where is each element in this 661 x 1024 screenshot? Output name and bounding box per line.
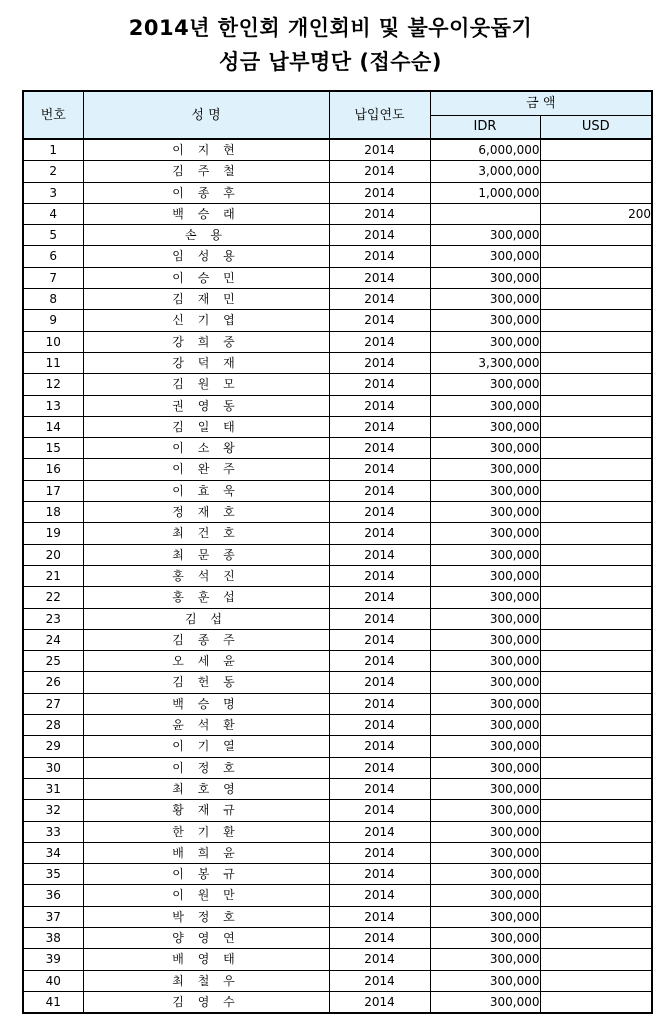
payment-year: 2014 bbox=[329, 608, 430, 629]
amount-idr bbox=[430, 203, 540, 224]
amount-idr: 300,000 bbox=[430, 310, 540, 331]
table-body bbox=[23, 139, 652, 1013]
row-number: 13 bbox=[23, 395, 83, 416]
payment-year: 2014 bbox=[329, 395, 430, 416]
payment-year: 2014 bbox=[329, 139, 430, 161]
row-number: 41 bbox=[23, 991, 83, 1013]
header-usd: USD bbox=[540, 116, 652, 140]
payment-year: 2014 bbox=[329, 800, 430, 821]
row-number: 26 bbox=[23, 672, 83, 693]
donor-name: 홍 훈 섭 bbox=[83, 587, 329, 608]
donor-name: 김 재 민 bbox=[83, 289, 329, 310]
payment-year: 2014 bbox=[329, 991, 430, 1013]
table-row bbox=[23, 885, 652, 906]
amount-usd bbox=[540, 246, 652, 267]
amount-idr: 300,000 bbox=[430, 672, 540, 693]
table-row bbox=[23, 246, 652, 267]
amount-idr: 300,000 bbox=[430, 416, 540, 437]
row-number: 17 bbox=[23, 480, 83, 501]
amount-usd bbox=[540, 736, 652, 757]
donor-name: 정 재 호 bbox=[83, 502, 329, 523]
amount-idr: 300,000 bbox=[430, 800, 540, 821]
table-row bbox=[23, 906, 652, 927]
header-idr: IDR bbox=[430, 116, 540, 140]
table-row bbox=[23, 715, 652, 736]
amount-idr: 3,300,000 bbox=[430, 352, 540, 373]
row-number: 27 bbox=[23, 693, 83, 714]
payment-year: 2014 bbox=[329, 523, 430, 544]
amount-idr: 300,000 bbox=[430, 693, 540, 714]
amount-usd bbox=[540, 800, 652, 821]
row-number: 21 bbox=[23, 565, 83, 586]
donor-name: 이 봉 규 bbox=[83, 864, 329, 885]
donor-name: 윤 석 환 bbox=[83, 715, 329, 736]
payment-year: 2014 bbox=[329, 374, 430, 395]
amount-idr: 6,000,000 bbox=[430, 139, 540, 161]
table-row bbox=[23, 374, 652, 395]
row-number: 4 bbox=[23, 203, 83, 224]
payment-year: 2014 bbox=[329, 459, 430, 480]
table-row bbox=[23, 182, 652, 203]
amount-usd bbox=[540, 672, 652, 693]
amount-idr: 300,000 bbox=[430, 757, 540, 778]
table-row bbox=[23, 523, 652, 544]
table-row bbox=[23, 161, 652, 182]
row-number: 29 bbox=[23, 736, 83, 757]
table-row bbox=[23, 310, 652, 331]
donor-name: 박 정 호 bbox=[83, 906, 329, 927]
amount-idr: 300,000 bbox=[430, 395, 540, 416]
donor-name: 이 정 호 bbox=[83, 757, 329, 778]
amount-usd bbox=[540, 651, 652, 672]
table-row bbox=[23, 736, 652, 757]
amount-usd bbox=[540, 757, 652, 778]
amount-usd bbox=[540, 459, 652, 480]
payment-year: 2014 bbox=[329, 970, 430, 991]
payment-year: 2014 bbox=[329, 225, 430, 246]
table-row bbox=[23, 267, 652, 288]
payment-year: 2014 bbox=[329, 161, 430, 182]
table-row bbox=[23, 821, 652, 842]
row-number: 2 bbox=[23, 161, 83, 182]
payment-year: 2014 bbox=[329, 438, 430, 459]
row-number: 22 bbox=[23, 587, 83, 608]
donor-name: 이 완 주 bbox=[83, 459, 329, 480]
donor-name: 이 소 왕 bbox=[83, 438, 329, 459]
amount-usd bbox=[540, 608, 652, 629]
row-number: 20 bbox=[23, 544, 83, 565]
amount-usd bbox=[540, 885, 652, 906]
row-number: 38 bbox=[23, 927, 83, 948]
table-row bbox=[23, 395, 652, 416]
payment-year: 2014 bbox=[329, 182, 430, 203]
donor-name: 김 종 주 bbox=[83, 629, 329, 650]
amount-idr: 300,000 bbox=[430, 715, 540, 736]
donor-name: 양 영 연 bbox=[83, 927, 329, 948]
table-row bbox=[23, 672, 652, 693]
payment-year: 2014 bbox=[329, 821, 430, 842]
amount-idr: 300,000 bbox=[430, 480, 540, 501]
payment-year: 2014 bbox=[329, 693, 430, 714]
row-number: 32 bbox=[23, 800, 83, 821]
donor-name: 손 용 bbox=[83, 225, 329, 246]
amount-usd bbox=[540, 587, 652, 608]
amount-usd bbox=[540, 374, 652, 395]
amount-usd bbox=[540, 970, 652, 991]
donor-name: 이 지 현 bbox=[83, 139, 329, 161]
amount-usd bbox=[540, 182, 652, 203]
table-row bbox=[23, 927, 652, 948]
payment-year: 2014 bbox=[329, 565, 430, 586]
amount-usd bbox=[540, 416, 652, 437]
header-no: 번호 bbox=[23, 91, 83, 139]
table-row bbox=[23, 800, 652, 821]
donor-name: 이 효 욱 bbox=[83, 480, 329, 501]
table-row bbox=[23, 203, 652, 224]
row-number: 33 bbox=[23, 821, 83, 842]
amount-idr: 3,000,000 bbox=[430, 161, 540, 182]
row-number: 7 bbox=[23, 267, 83, 288]
donor-name: 김 헌 동 bbox=[83, 672, 329, 693]
payment-year: 2014 bbox=[329, 587, 430, 608]
amount-idr: 300,000 bbox=[430, 778, 540, 799]
donor-name: 권 영 동 bbox=[83, 395, 329, 416]
table-row bbox=[23, 842, 652, 863]
donor-name: 이 종 후 bbox=[83, 182, 329, 203]
donor-name: 최 철 우 bbox=[83, 970, 329, 991]
table-row bbox=[23, 970, 652, 991]
row-number: 15 bbox=[23, 438, 83, 459]
amount-idr: 300,000 bbox=[430, 289, 540, 310]
amount-idr: 300,000 bbox=[430, 949, 540, 970]
row-number: 23 bbox=[23, 608, 83, 629]
donor-name: 황 재 규 bbox=[83, 800, 329, 821]
table-row bbox=[23, 608, 652, 629]
donor-name: 김 섭 bbox=[83, 608, 329, 629]
amount-idr: 300,000 bbox=[430, 651, 540, 672]
amount-usd bbox=[540, 161, 652, 182]
payment-year: 2014 bbox=[329, 736, 430, 757]
table-row bbox=[23, 225, 652, 246]
amount-idr: 300,000 bbox=[430, 331, 540, 352]
payment-year: 2014 bbox=[329, 885, 430, 906]
amount-idr: 300,000 bbox=[430, 736, 540, 757]
table-row bbox=[23, 587, 652, 608]
donor-name: 이 기 열 bbox=[83, 736, 329, 757]
row-number: 14 bbox=[23, 416, 83, 437]
row-number: 31 bbox=[23, 778, 83, 799]
amount-usd bbox=[540, 225, 652, 246]
table-row bbox=[23, 416, 652, 437]
amount-idr: 300,000 bbox=[430, 821, 540, 842]
donor-name: 강 덕 재 bbox=[83, 352, 329, 373]
donor-name: 이 승 민 bbox=[83, 267, 329, 288]
amount-idr: 300,000 bbox=[430, 587, 540, 608]
donor-name: 최 호 영 bbox=[83, 778, 329, 799]
document-subtitle: 성금 납부명단 (접수순) bbox=[219, 50, 442, 74]
table-header bbox=[23, 91, 652, 139]
payment-year: 2014 bbox=[329, 416, 430, 437]
row-number: 25 bbox=[23, 651, 83, 672]
amount-usd bbox=[540, 842, 652, 863]
payment-year: 2014 bbox=[329, 949, 430, 970]
donor-name: 배 희 윤 bbox=[83, 842, 329, 863]
donor-name: 최 건 호 bbox=[83, 523, 329, 544]
row-number: 10 bbox=[23, 331, 83, 352]
amount-usd bbox=[540, 778, 652, 799]
table-row bbox=[23, 565, 652, 586]
row-number: 18 bbox=[23, 502, 83, 523]
row-number: 39 bbox=[23, 949, 83, 970]
donor-name: 김 원 모 bbox=[83, 374, 329, 395]
table-row bbox=[23, 459, 652, 480]
payment-year: 2014 bbox=[329, 864, 430, 885]
donor-name: 김 일 태 bbox=[83, 416, 329, 437]
amount-idr: 300,000 bbox=[430, 906, 540, 927]
row-number: 24 bbox=[23, 629, 83, 650]
amount-idr: 300,000 bbox=[430, 991, 540, 1013]
amount-usd bbox=[540, 352, 652, 373]
amount-usd bbox=[540, 310, 652, 331]
amount-idr: 300,000 bbox=[430, 246, 540, 267]
row-number: 3 bbox=[23, 182, 83, 203]
row-number: 8 bbox=[23, 289, 83, 310]
amount-idr: 300,000 bbox=[430, 864, 540, 885]
amount-idr: 300,000 bbox=[430, 842, 540, 863]
amount-usd bbox=[540, 693, 652, 714]
donor-name: 이 원 만 bbox=[83, 885, 329, 906]
donor-name: 홍 석 진 bbox=[83, 565, 329, 586]
table-row bbox=[23, 289, 652, 310]
amount-idr: 300,000 bbox=[430, 565, 540, 586]
amount-usd bbox=[540, 395, 652, 416]
table-row bbox=[23, 502, 652, 523]
amount-idr: 300,000 bbox=[430, 225, 540, 246]
amount-usd bbox=[540, 139, 652, 161]
row-number: 5 bbox=[23, 225, 83, 246]
table-row bbox=[23, 991, 652, 1013]
table-row bbox=[23, 651, 652, 672]
document-title: 2014년 한인회 개인회비 및 불우이웃돕기 bbox=[128, 16, 533, 40]
payment-year: 2014 bbox=[329, 267, 430, 288]
payment-year: 2014 bbox=[329, 544, 430, 565]
row-number: 34 bbox=[23, 842, 83, 863]
amount-usd bbox=[540, 949, 652, 970]
amount-usd bbox=[540, 289, 652, 310]
payment-year: 2014 bbox=[329, 927, 430, 948]
payment-year: 2014 bbox=[329, 289, 430, 310]
donor-name: 신 기 엽 bbox=[83, 310, 329, 331]
donor-name: 백 승 명 bbox=[83, 693, 329, 714]
row-number: 37 bbox=[23, 906, 83, 927]
amount-idr: 300,000 bbox=[430, 523, 540, 544]
row-number: 11 bbox=[23, 352, 83, 373]
donor-name: 김 주 철 bbox=[83, 161, 329, 182]
amount-usd bbox=[540, 438, 652, 459]
amount-idr: 300,000 bbox=[430, 544, 540, 565]
row-number: 19 bbox=[23, 523, 83, 544]
amount-usd bbox=[540, 502, 652, 523]
payment-year: 2014 bbox=[329, 331, 430, 352]
payment-year: 2014 bbox=[329, 480, 430, 501]
payment-year: 2014 bbox=[329, 778, 430, 799]
amount-idr: 1,000,000 bbox=[430, 182, 540, 203]
amount-usd bbox=[540, 523, 652, 544]
amount-usd bbox=[540, 991, 652, 1013]
row-number: 16 bbox=[23, 459, 83, 480]
amount-idr: 300,000 bbox=[430, 885, 540, 906]
donor-name: 최 문 종 bbox=[83, 544, 329, 565]
amount-usd: 200 bbox=[540, 203, 652, 224]
payment-year: 2014 bbox=[329, 502, 430, 523]
amount-idr: 300,000 bbox=[430, 608, 540, 629]
donor-name: 한 기 환 bbox=[83, 821, 329, 842]
amount-usd bbox=[540, 906, 652, 927]
table-row bbox=[23, 949, 652, 970]
payment-year: 2014 bbox=[329, 629, 430, 650]
row-number: 28 bbox=[23, 715, 83, 736]
row-number: 36 bbox=[23, 885, 83, 906]
amount-usd bbox=[540, 565, 652, 586]
amount-usd bbox=[540, 331, 652, 352]
payment-year: 2014 bbox=[329, 651, 430, 672]
payment-year: 2014 bbox=[329, 715, 430, 736]
donor-name: 강 희 중 bbox=[83, 331, 329, 352]
header-amount: 금 액 bbox=[430, 91, 652, 116]
payment-year: 2014 bbox=[329, 203, 430, 224]
table-row bbox=[23, 864, 652, 885]
donor-name: 배 영 태 bbox=[83, 949, 329, 970]
table-row bbox=[23, 352, 652, 373]
amount-idr: 300,000 bbox=[430, 629, 540, 650]
table-row bbox=[23, 480, 652, 501]
donor-name: 오 세 윤 bbox=[83, 651, 329, 672]
donor-name: 백 승 래 bbox=[83, 203, 329, 224]
payment-year: 2014 bbox=[329, 352, 430, 373]
row-number: 35 bbox=[23, 864, 83, 885]
donor-name: 임 성 용 bbox=[83, 246, 329, 267]
table-row bbox=[23, 778, 652, 799]
table-row bbox=[23, 331, 652, 352]
amount-usd bbox=[540, 267, 652, 288]
row-number: 30 bbox=[23, 757, 83, 778]
table-row bbox=[23, 438, 652, 459]
row-number: 40 bbox=[23, 970, 83, 991]
payment-year: 2014 bbox=[329, 906, 430, 927]
table-row bbox=[23, 139, 652, 161]
amount-usd bbox=[540, 629, 652, 650]
amount-usd bbox=[540, 544, 652, 565]
amount-idr: 300,000 bbox=[430, 267, 540, 288]
table-row bbox=[23, 544, 652, 565]
table-row bbox=[23, 693, 652, 714]
table-row bbox=[23, 757, 652, 778]
payment-year: 2014 bbox=[329, 310, 430, 331]
donor-table bbox=[22, 90, 653, 1014]
payment-year: 2014 bbox=[329, 842, 430, 863]
row-number: 6 bbox=[23, 246, 83, 267]
amount-idr: 300,000 bbox=[430, 502, 540, 523]
payment-year: 2014 bbox=[329, 672, 430, 693]
amount-usd bbox=[540, 927, 652, 948]
header-name: 성 명 bbox=[83, 91, 329, 139]
amount-idr: 300,000 bbox=[430, 970, 540, 991]
table-row bbox=[23, 629, 652, 650]
donor-name: 김 영 수 bbox=[83, 991, 329, 1013]
amount-usd bbox=[540, 864, 652, 885]
amount-usd bbox=[540, 715, 652, 736]
payment-year: 2014 bbox=[329, 246, 430, 267]
amount-idr: 300,000 bbox=[430, 438, 540, 459]
amount-idr: 300,000 bbox=[430, 927, 540, 948]
header-year: 납입연도 bbox=[329, 91, 430, 139]
amount-idr: 300,000 bbox=[430, 374, 540, 395]
row-number: 9 bbox=[23, 310, 83, 331]
payment-year: 2014 bbox=[329, 757, 430, 778]
row-number: 12 bbox=[23, 374, 83, 395]
row-number: 1 bbox=[23, 139, 83, 161]
amount-idr: 300,000 bbox=[430, 459, 540, 480]
amount-usd bbox=[540, 821, 652, 842]
amount-usd bbox=[540, 480, 652, 501]
